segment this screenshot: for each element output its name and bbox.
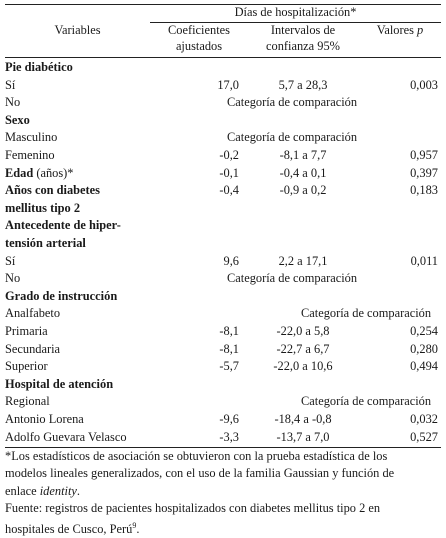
p-header-italic: p xyxy=(417,23,424,37)
coefficient-cell: -0,2 xyxy=(219,148,239,162)
section-header: Hospital de atención xyxy=(5,376,114,391)
coefficient-cell: -3,3 xyxy=(219,429,239,444)
section-header: Grado de instrucción xyxy=(5,288,118,303)
p-header-label: Valores xyxy=(376,23,414,37)
footnote xyxy=(5,448,441,538)
row-label: Adolfo Guevara Velasco xyxy=(5,429,127,444)
footnote-line-2: modelos lineales generalizados, con el uso de la familia Gaussian y función de xyxy=(5,466,395,481)
row-label: Antonio Lorena xyxy=(5,412,84,426)
p-value-cell: 0,003 xyxy=(410,77,438,92)
section-header: Sexo xyxy=(5,112,30,127)
reference-category: Categoría de comparación xyxy=(227,95,358,110)
confidence-interval-cell: -22,7 a 6,7 xyxy=(276,341,330,356)
coefficient-cell: -5,7 xyxy=(219,359,239,374)
reference-category: Categoría de comparación xyxy=(227,130,358,145)
footnote-line-3-prefix: enlace xyxy=(5,483,40,498)
p-value-cell: 0,183 xyxy=(410,183,438,198)
confidence-interval-cell: -0,4 a 0,1 xyxy=(279,165,327,180)
ci-header-1: Intervalos de xyxy=(270,23,336,37)
p-value-cell: 0,032 xyxy=(410,412,438,426)
reference-category: Categoría de comparación xyxy=(227,271,358,286)
row-label: Masculino xyxy=(5,130,58,145)
coefficient-cell: -8,1 xyxy=(219,341,239,356)
p-value-cell: 0,254 xyxy=(410,324,438,338)
source-line-2 xyxy=(5,517,441,538)
p-value-cell: 0,011 xyxy=(410,253,438,268)
row-label: Femenino xyxy=(5,148,55,162)
footnote-line-1: *Los estadísticos de asociación se obtuvieron con la prueba estadística de los xyxy=(5,449,388,464)
source-line-1: Fuente: registros de pacientes hospitalizados con diabetes mellitus tipo 2 en xyxy=(5,500,381,515)
confidence-interval-cell: 5,7 a 28,3 xyxy=(278,77,328,92)
section-header: Antecedente de hiper- xyxy=(5,218,121,233)
p-value-cell: 0,397 xyxy=(410,165,438,180)
confidence-interval-cell: -13,7 a 7,0 xyxy=(276,429,330,444)
row-label: Primaria xyxy=(5,324,48,338)
p-value-cell: 0,527 xyxy=(410,429,438,444)
p-header xyxy=(359,23,441,39)
confidence-interval-cell: -22,0 a 10,6 xyxy=(273,359,333,374)
source-line-2-prefix: hospitales de Cusco, Perú xyxy=(5,522,133,537)
coefficient-cell: -0,4 xyxy=(219,183,239,198)
coefficient-cell: -8,1 xyxy=(219,324,239,338)
source-line-2-suffix: . xyxy=(136,522,140,537)
row-label-suffix: (años)* xyxy=(33,165,74,180)
row-label-text: Edad xyxy=(5,165,34,180)
row-label: Secundaria xyxy=(5,341,61,356)
variables-header: Variables xyxy=(54,23,101,37)
p-value-cell: 0,494 xyxy=(410,359,438,374)
reference-category: Categoría de comparación xyxy=(301,394,432,409)
row-label-line-2: tensión arterial xyxy=(5,236,86,250)
row-label: Años con diabetes xyxy=(5,183,101,198)
confidence-interval-cell: -18,4 a -0,8 xyxy=(274,412,332,426)
header-rule xyxy=(5,57,441,58)
confidence-interval-cell: -0,9 a 0,2 xyxy=(279,183,327,198)
ci-header-2: confianza 95% xyxy=(266,39,340,53)
p-value-cell: 0,280 xyxy=(410,341,438,356)
row-label: Regional xyxy=(5,394,50,409)
coefficient-cell: 9,6 xyxy=(223,253,239,268)
section-header: Pie diabético xyxy=(5,60,73,74)
row-label: Analfabeto xyxy=(5,306,61,321)
row-label: Superior xyxy=(5,359,48,374)
confidence-interval-cell: 2,2 a 17,1 xyxy=(278,253,328,268)
reference-category: Categoría de comparación xyxy=(301,306,432,321)
row-label-line-2: mellitus tipo 2 xyxy=(5,200,81,215)
row-label: Sí xyxy=(5,253,16,268)
footnote-line-3-suffix: . xyxy=(76,483,81,498)
source-reference-number: 9 xyxy=(132,521,137,530)
coef-header-2: ajustados xyxy=(175,39,223,53)
p-value-cell: 0,957 xyxy=(410,148,438,162)
row-label: No xyxy=(5,271,21,286)
coefficient-cell: 17,0 xyxy=(217,77,239,92)
row-label xyxy=(5,165,74,181)
group-header: Días de hospitalización* xyxy=(234,5,357,19)
confidence-interval-cell: -8,1 a 7,7 xyxy=(279,148,327,162)
coefficient-cell: -9,6 xyxy=(219,412,239,426)
footnote-line-3-italic: identity xyxy=(39,483,77,498)
confidence-interval-cell: -22,0 a 5,8 xyxy=(276,324,330,338)
coef-header-1: Coeficientes xyxy=(168,23,230,37)
row-label: No xyxy=(5,95,21,110)
coefficient-cell: -0,1 xyxy=(219,165,239,180)
footnote-line-3 xyxy=(5,483,441,500)
row-label: Sí xyxy=(5,77,16,92)
